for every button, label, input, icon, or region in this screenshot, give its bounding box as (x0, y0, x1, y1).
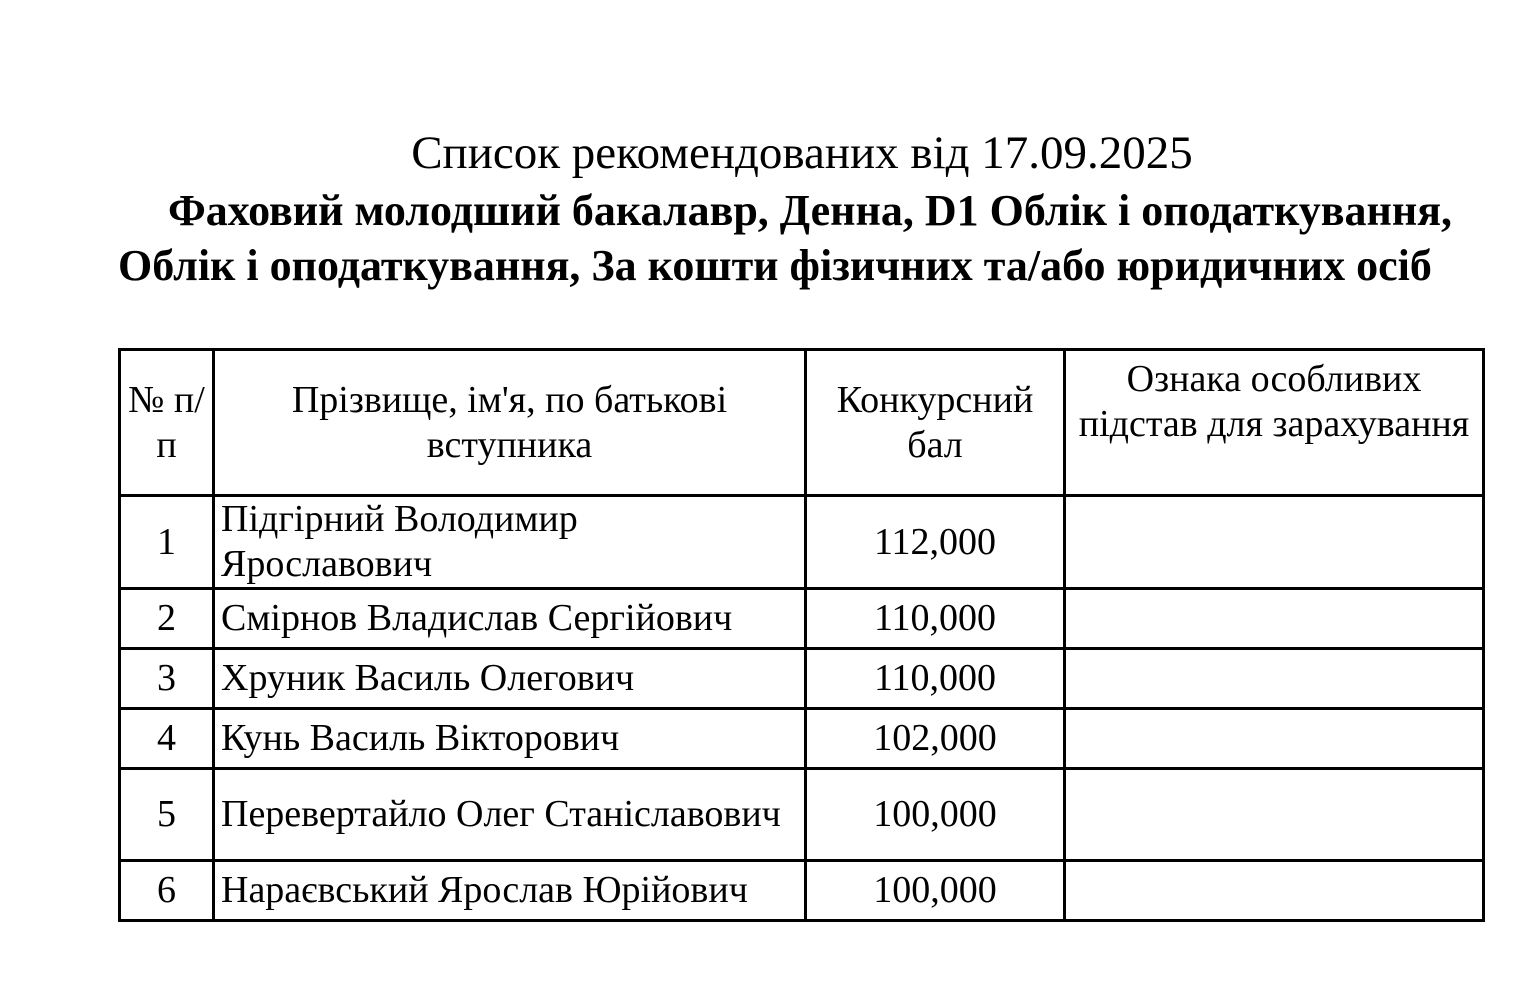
applicant-name: Хруник Василь Олегович (214, 649, 806, 709)
header-special-grounds: Ознака особливих підстав для зарахування (1065, 350, 1484, 496)
applicant-name: Нараєвський Ярослав Юрійович (214, 861, 806, 921)
special-grounds-flag (1065, 709, 1484, 769)
table-row (120, 709, 1484, 769)
table-row (120, 589, 1484, 649)
special-grounds-flag (1065, 649, 1484, 709)
row-number: 1 (120, 496, 214, 589)
applicant-name: Смірнов Владислав Сергійович (214, 589, 806, 649)
applicant-name: Підгірний Володимир Ярославович (214, 496, 806, 589)
competitive-score: 102,000 (806, 709, 1065, 769)
row-number: 5 (120, 769, 214, 861)
special-grounds-flag (1065, 589, 1484, 649)
row-number: 4 (120, 709, 214, 769)
table-header-row (120, 350, 1484, 496)
special-grounds-flag (1065, 769, 1484, 861)
results-table (118, 348, 1485, 922)
competitive-score: 110,000 (806, 649, 1065, 709)
table-row (120, 649, 1484, 709)
applicant-name: Кунь Василь Вікторович (214, 709, 806, 769)
table-row (120, 861, 1484, 921)
row-number: 2 (120, 589, 214, 649)
table-row (120, 496, 1484, 589)
document-title: Список рекомендованих від 17.09.2025 (411, 127, 1193, 179)
special-grounds-flag (1065, 861, 1484, 921)
competitive-score: 112,000 (806, 496, 1065, 589)
row-number: 3 (120, 649, 214, 709)
document-subtitle: Фаховий молодший бакалавр, Денна, D1 Облік і оподаткування, Облік і оподаткування, За кошти фізичних та/або юридичних осіб (118, 186, 1453, 290)
header-name: Прізвище, ім'я, по батькові вступника (214, 350, 806, 496)
header-number: № п/п (120, 350, 214, 496)
header-score: Конкурсний бал (806, 350, 1065, 496)
competitive-score: 110,000 (806, 589, 1065, 649)
table-row (120, 769, 1484, 861)
competitive-score: 100,000 (806, 769, 1065, 861)
special-grounds-flag (1065, 496, 1484, 589)
competitive-score: 100,000 (806, 861, 1065, 921)
applicant-name: Перевертайло Олег Станіславович (214, 769, 806, 861)
row-number: 6 (120, 861, 214, 921)
